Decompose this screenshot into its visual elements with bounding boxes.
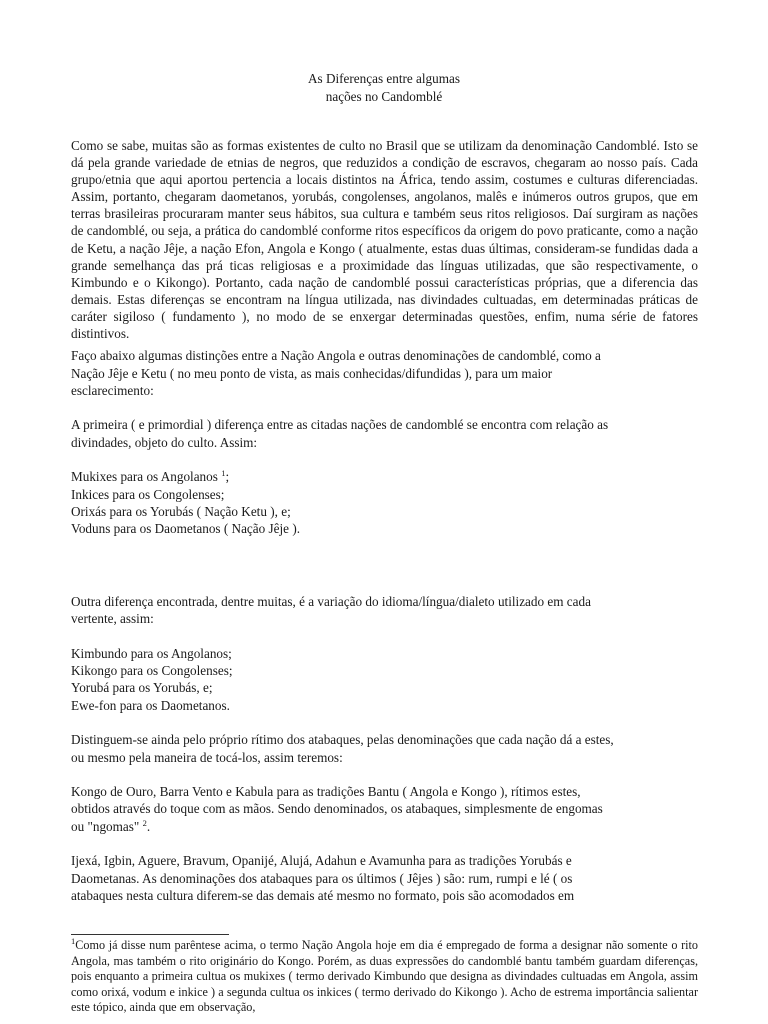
paragraph-line: Ijexá, Igbin, Aguere, Bravum, Opanijé, Alujá, Adahun e Avamunha para as tradições Yorubás e: [71, 853, 572, 869]
paragraph-line: A primeira ( e primordial ) diferença entre as citadas nações de candomblé se encontra com relação as: [71, 417, 609, 433]
languages-list: [71, 645, 698, 715]
deities-list: [71, 468, 698, 538]
paragraph-line: ou "ngomas" $^2$.: [71, 817, 151, 834]
paragraph-line: Kongo de Ouro, Barra Vento e Kabula para as tradições Bantu ( Angola e Kongo ), rítimos estes,: [71, 784, 581, 800]
list-item: Yorubá para os Yorubás, e;: [71, 680, 213, 696]
paragraph-line: obtidos através do toque com as mãos. Sendo denominados, os atabaques, simplesmente de engomas: [71, 801, 603, 817]
paragraph-line: Faço abaixo algumas distinções entre a Nação Angola e outras denominações de candomblé, como a: [71, 348, 601, 364]
paragraph-line: vertente, assim:: [71, 611, 154, 627]
footnote-ref: 2: [142, 817, 147, 828]
paragraph-line: Nação Jêje e Ketu ( no meu ponto de vista, as mais conhecidas/difundidas ), para um maior: [71, 365, 553, 381]
list-item: Orixás para os Yorubás ( Nação Ketu ), e;: [71, 503, 291, 519]
list-item: Kikongo para os Congolenses;: [71, 663, 233, 678]
paragraph-nation-distinctions: [71, 347, 698, 399]
paragraph-line: divindades, objeto do culto. Assim:: [71, 434, 258, 450]
paragraph-line: ou mesmo pela maneira de tocá-los, assim teremos:: [71, 749, 343, 765]
footnote-separator: [71, 934, 229, 935]
footnote-ref: 1: [221, 468, 226, 479]
paragraph-line: esclarecimento:: [71, 382, 154, 398]
intro-paragraph: Como se sabe, muitas são as formas existentes de culto no Brasil que se utilizam da denominação Candomblé. Isto se dá pela grande variedade de etnias de negros, que reduzidos a condição de escravos, chegaram ao nosso país. Cada grupo/etnia que aqui aportou pertencia a locais distintos na África, tendo assim, costumes e culturas diferenciadas. Assim, portanto, chegaram daometanos, yorubás, congolenses, angolanos, malês e inúmeros outros grupos, que em terras brasileiras procuraram manter seus hábitos, sua cultura e também seus ritos religiosos. Daí surgiram as nações de candomblé, ou seja, a prática do candomblé conforme ritos específicos da origem do povo praticante, como a nação de Ketu, a nação Jêje, a nação Efon, Angola e Kongo ( atualmente, estas duas últimas, consideram-se fundidas dada a grande semelhança das prá ticas religiosas e a proximidade das línguas utilizadas, que são respectivamente, o Kimbundo e o Kikongo). Portanto, cada nação de candomblé possui características próprias, que a diferencia das demais. Estas diferenças se encontram na língua utilizada, nas divindades cultuadas, em determinadas práticas de caráter sigiloso ( fundamento ), no modo de se enxergar determinadas questões, enfim, numa série de fatores distintivos.: [71, 138, 698, 342]
paragraph-deities-intro: [71, 416, 698, 451]
list-item: Ewe-fon para os Daometanos.: [71, 697, 230, 713]
list-item: Mukixes para os Angolanos $^1$;: [71, 468, 230, 485]
footnote-text: $^1$Como já disse num parêntese acima, o termo Nação Angola hoje em dia é empregado de forma a designar não somente o rito Angola, mas também o rito originário do Kongo. Porém, as duas expressões do candomblé bantu também guardam diferenças, pois enquanto a primeira cultua os mukixes ( termo derivado Kimbundo que designa as divindades cultuadas em Angola, assim como orixá, vodum e inkice ) a segunda cultua os inkices ( termo derivado do Kikongo ). Acho de estrema importância salientar este tópico, ainda que em observação,: [71, 936, 698, 1015]
paragraph-rhythms-intro: [71, 731, 698, 766]
paragraph-line: Distinguem-se ainda pelo próprio rítimo dos atabaques, pelas denominações que cada nação dá a estes,: [71, 732, 614, 748]
paragraph-bantu-rhythms: [71, 783, 698, 835]
footnote: [71, 938, 698, 1016]
paragraph-line: Daometanas. As denominações dos atabaques para os últimos ( Jêjes ) são: rum, rumpi e lé ( os: [71, 870, 573, 886]
paragraph-language-intro: [71, 593, 698, 628]
list-item: Voduns para os Daometanos ( Nação Jêje ).: [71, 521, 301, 537]
document-body: [71, 137, 698, 904]
footnote-mark: 1: [71, 936, 76, 946]
paragraph-line: atabaques nesta cultura diferem-se das demais até mesmo no formato, pois são acomodados em: [71, 888, 575, 904]
list-item: Inkices para os Congolenses;: [71, 486, 225, 502]
paragraph-yoruba-rhythms: [71, 852, 698, 904]
paragraph-line: Outra diferença encontrada, dentre muitas, é a variação do idioma/língua/dialeto utilizado em cada: [71, 593, 591, 609]
document-title: [0, 70, 768, 106]
title-line-2: nações no Candomblé: [325, 89, 443, 104]
list-item: Kimbundo para os Angolanos;: [71, 645, 232, 661]
title-line-1: As Diferenças entre algumas: [308, 71, 460, 86]
